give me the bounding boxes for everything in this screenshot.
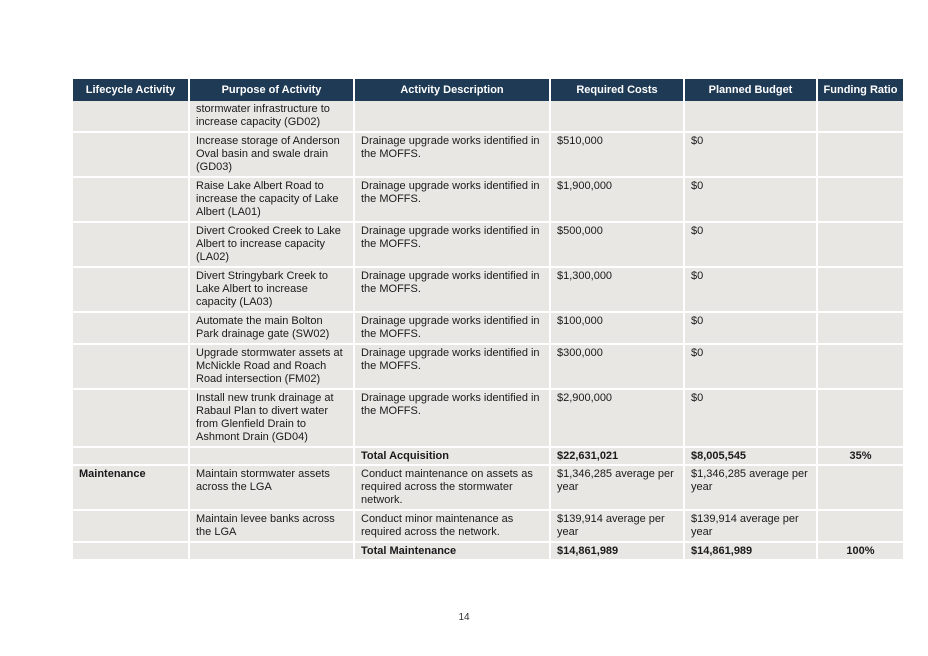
- cell-required-costs: $14,861,989: [551, 543, 683, 561]
- table-row: [73, 511, 903, 543]
- cell-purpose: Raise Lake Albert Road to increase the capacity of Lake Albert (LA01): [190, 178, 353, 223]
- cell-funding-ratio: [818, 268, 903, 313]
- cell-planned-budget: $0: [685, 390, 816, 448]
- cell-funding-ratio: [818, 466, 903, 511]
- header-planned-budget: Planned Budget: [685, 79, 816, 101]
- table-row: [73, 345, 903, 390]
- table-row: [73, 313, 903, 345]
- header-funding-ratio: Funding Ratio: [818, 79, 903, 101]
- cell-required-costs: $510,000: [551, 133, 683, 178]
- cell-lifecycle-activity: [73, 268, 188, 313]
- table-row: [73, 178, 903, 223]
- cell-funding-ratio: [818, 511, 903, 543]
- cell-lifecycle-activity: [73, 448, 188, 466]
- cell-purpose: Maintain levee banks across the LGA: [190, 511, 353, 543]
- cell-funding-ratio: [818, 133, 903, 178]
- cell-funding-ratio: 35%: [818, 448, 903, 466]
- cell-funding-ratio: [818, 390, 903, 448]
- cell-lifecycle-activity: Maintenance: [73, 466, 188, 511]
- cell-description: Drainage upgrade works identified in the MOFFS.: [355, 345, 549, 390]
- cell-funding-ratio: 100%: [818, 543, 903, 561]
- cell-planned-budget: $1,346,285 average per year: [685, 466, 816, 511]
- cell-description: Drainage upgrade works identified in the MOFFS.: [355, 268, 549, 313]
- total-maintenance-row: [73, 543, 903, 561]
- cell-description: Drainage upgrade works identified in the MOFFS.: [355, 390, 549, 448]
- cell-description: Drainage upgrade works identified in the MOFFS.: [355, 223, 549, 268]
- cell-required-costs: $500,000: [551, 223, 683, 268]
- cell-description: Total Acquisition: [355, 448, 549, 466]
- cell-lifecycle-activity: [73, 101, 188, 133]
- cell-lifecycle-activity: [73, 543, 188, 561]
- cell-lifecycle-activity: [73, 223, 188, 268]
- cell-required-costs: $300,000: [551, 345, 683, 390]
- cell-description: [355, 101, 549, 133]
- header-required-costs: Required Costs: [551, 79, 683, 101]
- cell-purpose: Divert Stringybark Creek to Lake Albert to increase capacity (LA03): [190, 268, 353, 313]
- cell-description: Total Maintenance: [355, 543, 549, 561]
- table-row: [73, 223, 903, 268]
- cell-required-costs: $22,631,021: [551, 448, 683, 466]
- cell-lifecycle-activity: [73, 390, 188, 448]
- cell-planned-budget: $0: [685, 133, 816, 178]
- cell-purpose: Divert Crooked Creek to Lake Albert to increase capacity (LA02): [190, 223, 353, 268]
- cell-required-costs: [551, 101, 683, 133]
- cell-purpose: Upgrade stormwater assets at McNickle Road and Roach Road intersection (FM02): [190, 345, 353, 390]
- cell-description: Drainage upgrade works identified in the MOFFS.: [355, 133, 549, 178]
- cell-lifecycle-activity: [73, 313, 188, 345]
- cell-purpose: stormwater infrastructure to increase capacity (GD02): [190, 101, 353, 133]
- cell-planned-budget: $0: [685, 313, 816, 345]
- funding-table: [71, 79, 905, 561]
- cell-funding-ratio: [818, 101, 903, 133]
- cell-purpose: [190, 448, 353, 466]
- cell-required-costs: $2,900,000: [551, 390, 683, 448]
- cell-planned-budget: $0: [685, 223, 816, 268]
- table-row: [73, 466, 903, 511]
- cell-description: Drainage upgrade works identified in the MOFFS.: [355, 178, 549, 223]
- table-row: [73, 268, 903, 313]
- cell-required-costs: $1,300,000: [551, 268, 683, 313]
- cell-purpose: Automate the main Bolton Park drainage gate (SW02): [190, 313, 353, 345]
- cell-planned-budget: $0: [685, 268, 816, 313]
- cell-description: Drainage upgrade works identified in the MOFFS.: [355, 313, 549, 345]
- table-row: [73, 390, 903, 448]
- cell-required-costs: $1,346,285 average per year: [551, 466, 683, 511]
- cell-lifecycle-activity: [73, 178, 188, 223]
- table-row: [73, 133, 903, 178]
- cell-required-costs: $1,900,000: [551, 178, 683, 223]
- cell-planned-budget: $0: [685, 345, 816, 390]
- cell-funding-ratio: [818, 313, 903, 345]
- cell-planned-budget: [685, 101, 816, 133]
- cell-lifecycle-activity: [73, 345, 188, 390]
- header-lifecycle-activity: Lifecycle Activity: [73, 79, 188, 101]
- cell-required-costs: $139,914 average per year: [551, 511, 683, 543]
- header-activity-description: Activity Description: [355, 79, 549, 101]
- cell-planned-budget: $139,914 average per year: [685, 511, 816, 543]
- table-header-row: [73, 79, 903, 101]
- table-row: [73, 101, 903, 133]
- cell-purpose: Increase storage of Anderson Oval basin and swale drain (GD03): [190, 133, 353, 178]
- cell-planned-budget: $14,861,989: [685, 543, 816, 561]
- cell-lifecycle-activity: [73, 133, 188, 178]
- cell-description: Conduct minor maintenance as required across the network.: [355, 511, 549, 543]
- cell-funding-ratio: [818, 178, 903, 223]
- cell-funding-ratio: [818, 345, 903, 390]
- cell-required-costs: $100,000: [551, 313, 683, 345]
- cell-funding-ratio: [818, 223, 903, 268]
- cell-purpose: [190, 543, 353, 561]
- cell-purpose: Maintain stormwater assets across the LGA: [190, 466, 353, 511]
- cell-lifecycle-activity: [73, 511, 188, 543]
- total-acquisition-row: [73, 448, 903, 466]
- cell-planned-budget: $0: [685, 178, 816, 223]
- cell-description: Conduct maintenance on assets as required across the stormwater network.: [355, 466, 549, 511]
- cell-planned-budget: $8,005,545: [685, 448, 816, 466]
- page-number: 14: [458, 612, 470, 623]
- header-purpose-of-activity: Purpose of Activity: [190, 79, 353, 101]
- cell-purpose: Install new trunk drainage at Rabaul Plan to divert water from Glenfield Drain to Ashmont Drain (GD04): [190, 390, 353, 448]
